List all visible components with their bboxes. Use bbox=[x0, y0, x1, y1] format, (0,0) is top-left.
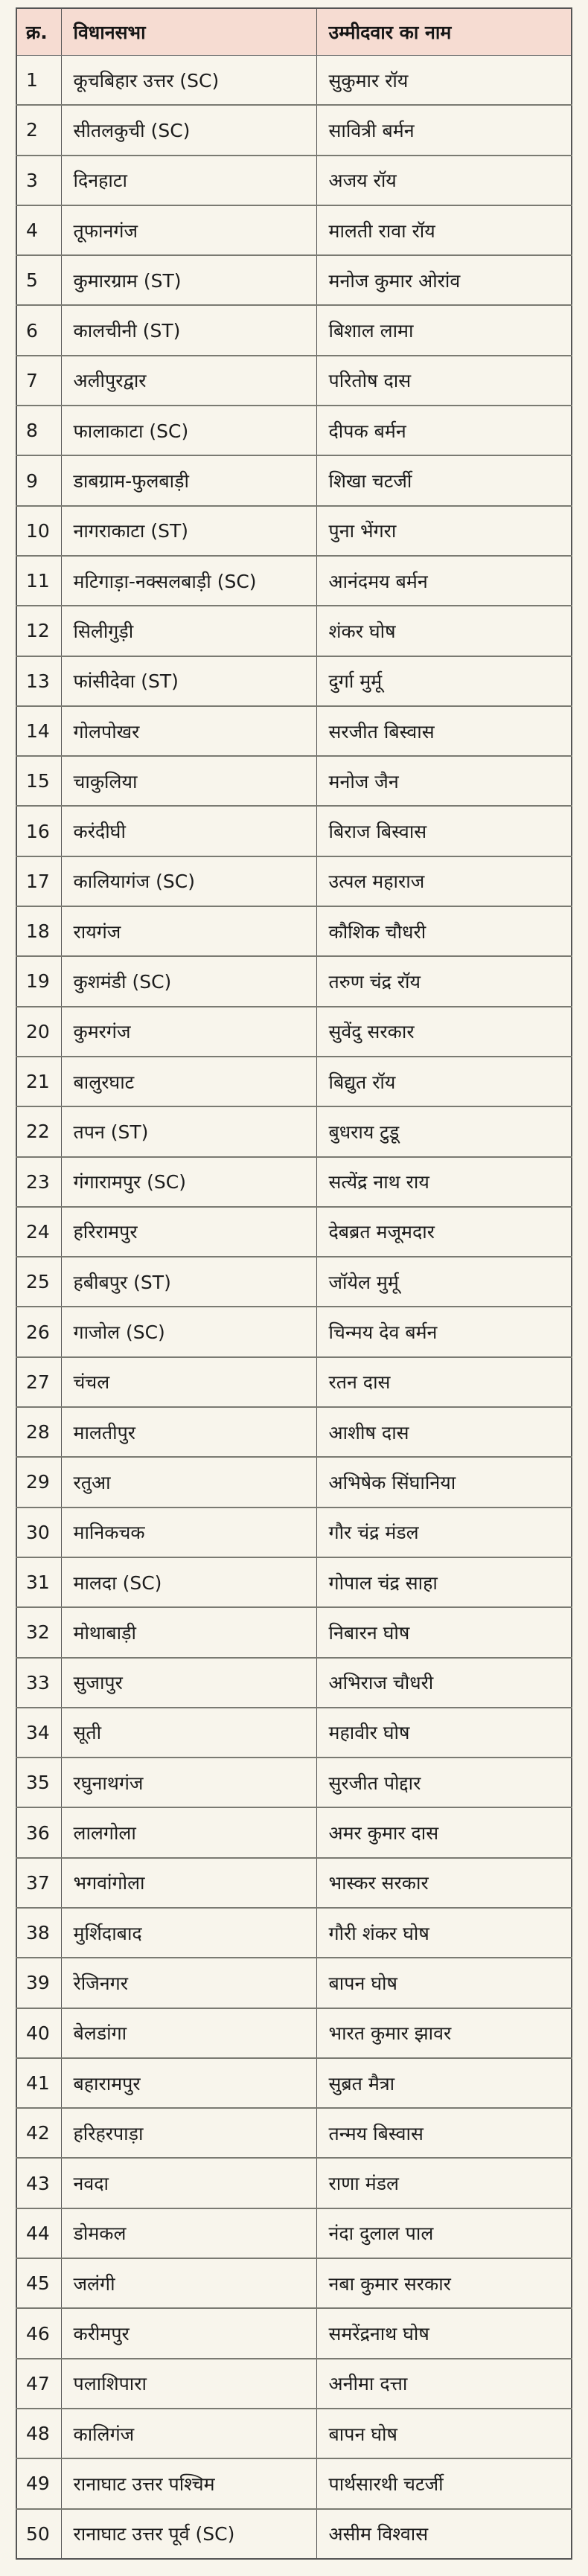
row-candidate: अनीमा दत्ता bbox=[316, 2359, 572, 2409]
row-serial: 1 bbox=[16, 56, 61, 106]
row-serial: 44 bbox=[16, 2208, 61, 2258]
row-serial: 37 bbox=[16, 1858, 61, 1908]
row-candidate: चिन्मय देव बर्मन bbox=[316, 1307, 572, 1356]
row-constituency: गंगारामपुर (SC) bbox=[61, 1157, 316, 1207]
row-candidate: नबा कुमार सरकार bbox=[316, 2258, 572, 2308]
row-constituency: रेजिनगर bbox=[61, 1958, 316, 2008]
row-serial: 46 bbox=[16, 2308, 61, 2358]
row-candidate: सावित्री बर्मन bbox=[316, 105, 572, 155]
row-serial: 34 bbox=[16, 1708, 61, 1758]
row-serial: 29 bbox=[16, 1457, 61, 1507]
row-candidate: रतन दास bbox=[316, 1357, 572, 1407]
row-serial: 3 bbox=[16, 156, 61, 205]
row-constituency: दिनहाटा bbox=[61, 156, 316, 205]
row-candidate: देबब्रत मजूमदार bbox=[316, 1207, 572, 1257]
table-row bbox=[16, 2409, 572, 2458]
row-constituency: रानाघाट उत्तर पश्चिम bbox=[61, 2458, 316, 2508]
row-serial: 28 bbox=[16, 1407, 61, 1457]
row-candidate: बापन घोष bbox=[316, 2409, 572, 2458]
row-constituency: नवदा bbox=[61, 2158, 316, 2208]
row-serial: 42 bbox=[16, 2108, 61, 2158]
row-serial: 17 bbox=[16, 856, 61, 906]
row-constituency: मटिगाड़ा-नक्सलबाड़ी (SC) bbox=[61, 556, 316, 606]
table-row bbox=[16, 406, 572, 455]
row-constituency: तूफानगंज bbox=[61, 205, 316, 255]
table-row bbox=[16, 806, 572, 856]
row-serial: 27 bbox=[16, 1357, 61, 1407]
table-row bbox=[16, 956, 572, 1006]
row-constituency: चंचल bbox=[61, 1357, 316, 1407]
row-constituency: पलाशिपारा bbox=[61, 2359, 316, 2409]
row-constituency: जलंगी bbox=[61, 2258, 316, 2308]
row-candidate: तरुण चंद्र रॉय bbox=[316, 956, 572, 1006]
table-row bbox=[16, 1207, 572, 1257]
row-serial: 16 bbox=[16, 806, 61, 856]
row-constituency: मानिकचक bbox=[61, 1508, 316, 1557]
row-candidate: शंकर घोष bbox=[316, 606, 572, 656]
row-candidate: बिद्युत रॉय bbox=[316, 1057, 572, 1106]
row-candidate: कौशिक चौधरी bbox=[316, 906, 572, 956]
table-row bbox=[16, 1307, 572, 1356]
table-row bbox=[16, 1658, 572, 1708]
header-serial: क्र. bbox=[16, 8, 61, 56]
row-constituency: सीतलकुची (SC) bbox=[61, 105, 316, 155]
row-constituency: सुजापुर bbox=[61, 1658, 316, 1708]
table-row bbox=[16, 756, 572, 806]
row-candidate: सुकुमार रॉय bbox=[316, 56, 572, 106]
row-constituency: रतुआ bbox=[61, 1457, 316, 1507]
row-constituency: भगवांगोला bbox=[61, 1858, 316, 1908]
row-candidate: भारत कुमार झावर bbox=[316, 2008, 572, 2058]
row-serial: 12 bbox=[16, 606, 61, 656]
table-row bbox=[16, 1257, 572, 1307]
row-serial: 10 bbox=[16, 506, 61, 556]
row-candidate: सुरजीत पोद्दार bbox=[316, 1758, 572, 1807]
row-candidate: शिखा चटर्जी bbox=[316, 455, 572, 505]
row-candidate: जॉयेल मुर्मू bbox=[316, 1257, 572, 1307]
row-serial: 49 bbox=[16, 2458, 61, 2508]
table-row bbox=[16, 1958, 572, 2008]
row-candidate: सत्येंद्र नाथ राय bbox=[316, 1157, 572, 1207]
row-candidate: गौर चंद्र मंडल bbox=[316, 1508, 572, 1557]
row-constituency: मोथाबाड़ी bbox=[61, 1607, 316, 1657]
row-serial: 4 bbox=[16, 205, 61, 255]
row-serial: 35 bbox=[16, 1758, 61, 1807]
table-header bbox=[16, 8, 572, 56]
row-candidate: नंदा दुलाल पाल bbox=[316, 2208, 572, 2258]
row-serial: 33 bbox=[16, 1658, 61, 1708]
table-row bbox=[16, 2359, 572, 2409]
row-candidate: असीम विश्वास bbox=[316, 2509, 572, 2559]
table-row bbox=[16, 2458, 572, 2508]
row-serial: 15 bbox=[16, 756, 61, 806]
table-row bbox=[16, 1607, 572, 1657]
row-serial: 24 bbox=[16, 1207, 61, 1257]
table-row bbox=[16, 2509, 572, 2559]
table-body bbox=[16, 56, 572, 2559]
row-constituency: गोलपोखर bbox=[61, 706, 316, 756]
table-row bbox=[16, 2258, 572, 2308]
row-candidate: मनोज कुमार ओरांव bbox=[316, 255, 572, 305]
table-row bbox=[16, 706, 572, 756]
table-row bbox=[16, 105, 572, 155]
row-candidate: परितोष दास bbox=[316, 356, 572, 406]
row-serial: 23 bbox=[16, 1157, 61, 1207]
row-constituency: फांसीदेवा (ST) bbox=[61, 656, 316, 706]
row-serial: 41 bbox=[16, 2058, 61, 2108]
table-row bbox=[16, 156, 572, 205]
row-serial: 14 bbox=[16, 706, 61, 756]
row-serial: 45 bbox=[16, 2258, 61, 2308]
table-row bbox=[16, 1057, 572, 1106]
candidate-list-table-container bbox=[16, 7, 571, 2560]
row-candidate: दुर्गा मुर्मू bbox=[316, 656, 572, 706]
row-serial: 30 bbox=[16, 1508, 61, 1557]
table-row bbox=[16, 1758, 572, 1807]
row-candidate: बुधराय टुडू bbox=[316, 1106, 572, 1156]
row-serial: 2 bbox=[16, 105, 61, 155]
row-serial: 7 bbox=[16, 356, 61, 406]
row-constituency: कालचीनी (ST) bbox=[61, 305, 316, 355]
row-serial: 6 bbox=[16, 305, 61, 355]
row-candidate: आनंदमय बर्मन bbox=[316, 556, 572, 606]
table-row bbox=[16, 1407, 572, 1457]
row-candidate: गोपाल चंद्र साहा bbox=[316, 1557, 572, 1607]
table-row bbox=[16, 356, 572, 406]
candidate-list-table bbox=[16, 7, 572, 2560]
row-serial: 11 bbox=[16, 556, 61, 606]
table-row bbox=[16, 2058, 572, 2108]
row-candidate: अभिषेक सिंघानिया bbox=[316, 1457, 572, 1507]
row-constituency: कूचबिहार उत्तर (SC) bbox=[61, 56, 316, 106]
row-constituency: फालाकाटा (SC) bbox=[61, 406, 316, 455]
row-constituency: हबीबपुर (ST) bbox=[61, 1257, 316, 1307]
table-row bbox=[16, 1357, 572, 1407]
row-candidate: अमर कुमार दास bbox=[316, 1807, 572, 1857]
row-candidate: सुवेंदु सरकार bbox=[316, 1007, 572, 1057]
row-constituency: हरिहरपाड़ा bbox=[61, 2108, 316, 2158]
table-row bbox=[16, 255, 572, 305]
row-candidate: बापन घोष bbox=[316, 1958, 572, 2008]
row-serial: 18 bbox=[16, 906, 61, 956]
row-candidate: आशीष दास bbox=[316, 1407, 572, 1457]
table-row bbox=[16, 556, 572, 606]
row-candidate: अजय रॉय bbox=[316, 156, 572, 205]
row-constituency: बेलडांगा bbox=[61, 2008, 316, 2058]
row-serial: 25 bbox=[16, 1257, 61, 1307]
table-row bbox=[16, 506, 572, 556]
table-row bbox=[16, 906, 572, 956]
table-row bbox=[16, 1007, 572, 1057]
row-constituency: कालिगंज bbox=[61, 2409, 316, 2458]
row-constituency: मालदा (SC) bbox=[61, 1557, 316, 1607]
row-constituency: चाकुलिया bbox=[61, 756, 316, 806]
table-row bbox=[16, 1858, 572, 1908]
row-serial: 19 bbox=[16, 956, 61, 1006]
row-candidate: मालती रावा रॉय bbox=[316, 205, 572, 255]
row-constituency: नागराकाटा (ST) bbox=[61, 506, 316, 556]
row-constituency: कुमरगंज bbox=[61, 1007, 316, 1057]
row-candidate: सरजीत बिस्वास bbox=[316, 706, 572, 756]
row-serial: 39 bbox=[16, 1958, 61, 2008]
table-row bbox=[16, 1106, 572, 1156]
row-constituency: मुर्शिदाबाद bbox=[61, 1908, 316, 1958]
row-constituency: अलीपुरद्वार bbox=[61, 356, 316, 406]
table-row bbox=[16, 455, 572, 505]
table-row bbox=[16, 606, 572, 656]
row-candidate: राणा मंडल bbox=[316, 2158, 572, 2208]
table-row bbox=[16, 1708, 572, 1758]
table-row bbox=[16, 1807, 572, 1857]
row-constituency: कुमारग्राम (ST) bbox=[61, 255, 316, 305]
row-constituency: करीमपुर bbox=[61, 2308, 316, 2358]
row-candidate: सुब्रत मैत्रा bbox=[316, 2058, 572, 2108]
row-constituency: रानाघाट उत्तर पूर्व (SC) bbox=[61, 2509, 316, 2559]
row-candidate: तन्मय बिस्वास bbox=[316, 2108, 572, 2158]
row-serial: 20 bbox=[16, 1007, 61, 1057]
row-serial: 47 bbox=[16, 2359, 61, 2409]
row-serial: 50 bbox=[16, 2509, 61, 2559]
row-candidate: समरेंद्रनाथ घोष bbox=[316, 2308, 572, 2358]
row-constituency: तपन (ST) bbox=[61, 1106, 316, 1156]
row-constituency: सूती bbox=[61, 1708, 316, 1758]
row-candidate: महावीर घोष bbox=[316, 1708, 572, 1758]
row-constituency: लालगोला bbox=[61, 1807, 316, 1857]
table-row bbox=[16, 1557, 572, 1607]
row-constituency: बालुरघाट bbox=[61, 1057, 316, 1106]
row-candidate: मनोज जैन bbox=[316, 756, 572, 806]
table-row bbox=[16, 2308, 572, 2358]
row-constituency: गाजोल (SC) bbox=[61, 1307, 316, 1356]
row-candidate: पुना भेंगरा bbox=[316, 506, 572, 556]
row-serial: 38 bbox=[16, 1908, 61, 1958]
row-serial: 40 bbox=[16, 2008, 61, 2058]
row-candidate: उत्पल महाराज bbox=[316, 856, 572, 906]
row-constituency: हरिरामपुर bbox=[61, 1207, 316, 1257]
row-serial: 48 bbox=[16, 2409, 61, 2458]
table-row bbox=[16, 56, 572, 106]
header-constituency: विधानसभा bbox=[61, 8, 316, 56]
table-row bbox=[16, 1508, 572, 1557]
row-constituency: करंदीघी bbox=[61, 806, 316, 856]
row-constituency: रायगंज bbox=[61, 906, 316, 956]
row-constituency: मालतीपुर bbox=[61, 1407, 316, 1457]
row-candidate: पार्थसारथी चटर्जी bbox=[316, 2458, 572, 2508]
row-serial: 31 bbox=[16, 1557, 61, 1607]
row-serial: 8 bbox=[16, 406, 61, 455]
row-constituency: रघुनाथगंज bbox=[61, 1758, 316, 1807]
table-row bbox=[16, 656, 572, 706]
row-serial: 36 bbox=[16, 1807, 61, 1857]
row-candidate: गौरी शंकर घोष bbox=[316, 1908, 572, 1958]
row-candidate: बिराज बिस्वास bbox=[316, 806, 572, 856]
row-constituency: सिलीगुड़ी bbox=[61, 606, 316, 656]
row-serial: 26 bbox=[16, 1307, 61, 1356]
table-row bbox=[16, 205, 572, 255]
row-serial: 21 bbox=[16, 1057, 61, 1106]
table-row bbox=[16, 2008, 572, 2058]
row-serial: 22 bbox=[16, 1106, 61, 1156]
row-candidate: अभिराज चौधरी bbox=[316, 1658, 572, 1708]
row-candidate: दीपक बर्मन bbox=[316, 406, 572, 455]
header-candidate: उम्मीदवार का नाम bbox=[316, 8, 572, 56]
row-candidate: भास्कर सरकार bbox=[316, 1858, 572, 1908]
row-constituency: कालियागंज (SC) bbox=[61, 856, 316, 906]
table-row bbox=[16, 856, 572, 906]
row-candidate: बिशाल लामा bbox=[316, 305, 572, 355]
row-serial: 43 bbox=[16, 2158, 61, 2208]
table-row bbox=[16, 305, 572, 355]
row-serial: 9 bbox=[16, 455, 61, 505]
row-candidate: निबारन घोष bbox=[316, 1607, 572, 1657]
row-serial: 5 bbox=[16, 255, 61, 305]
header-row bbox=[16, 8, 572, 56]
row-serial: 32 bbox=[16, 1607, 61, 1657]
table-row bbox=[16, 2108, 572, 2158]
table-row bbox=[16, 2208, 572, 2258]
table-row bbox=[16, 2158, 572, 2208]
row-constituency: डाबग्राम-फुलबाड़ी bbox=[61, 455, 316, 505]
table-row bbox=[16, 1908, 572, 1958]
row-constituency: डोमकल bbox=[61, 2208, 316, 2258]
row-constituency: कुशमंडी (SC) bbox=[61, 956, 316, 1006]
row-serial: 13 bbox=[16, 656, 61, 706]
table-row bbox=[16, 1457, 572, 1507]
table-row bbox=[16, 1157, 572, 1207]
row-constituency: बहारामपुर bbox=[61, 2058, 316, 2108]
